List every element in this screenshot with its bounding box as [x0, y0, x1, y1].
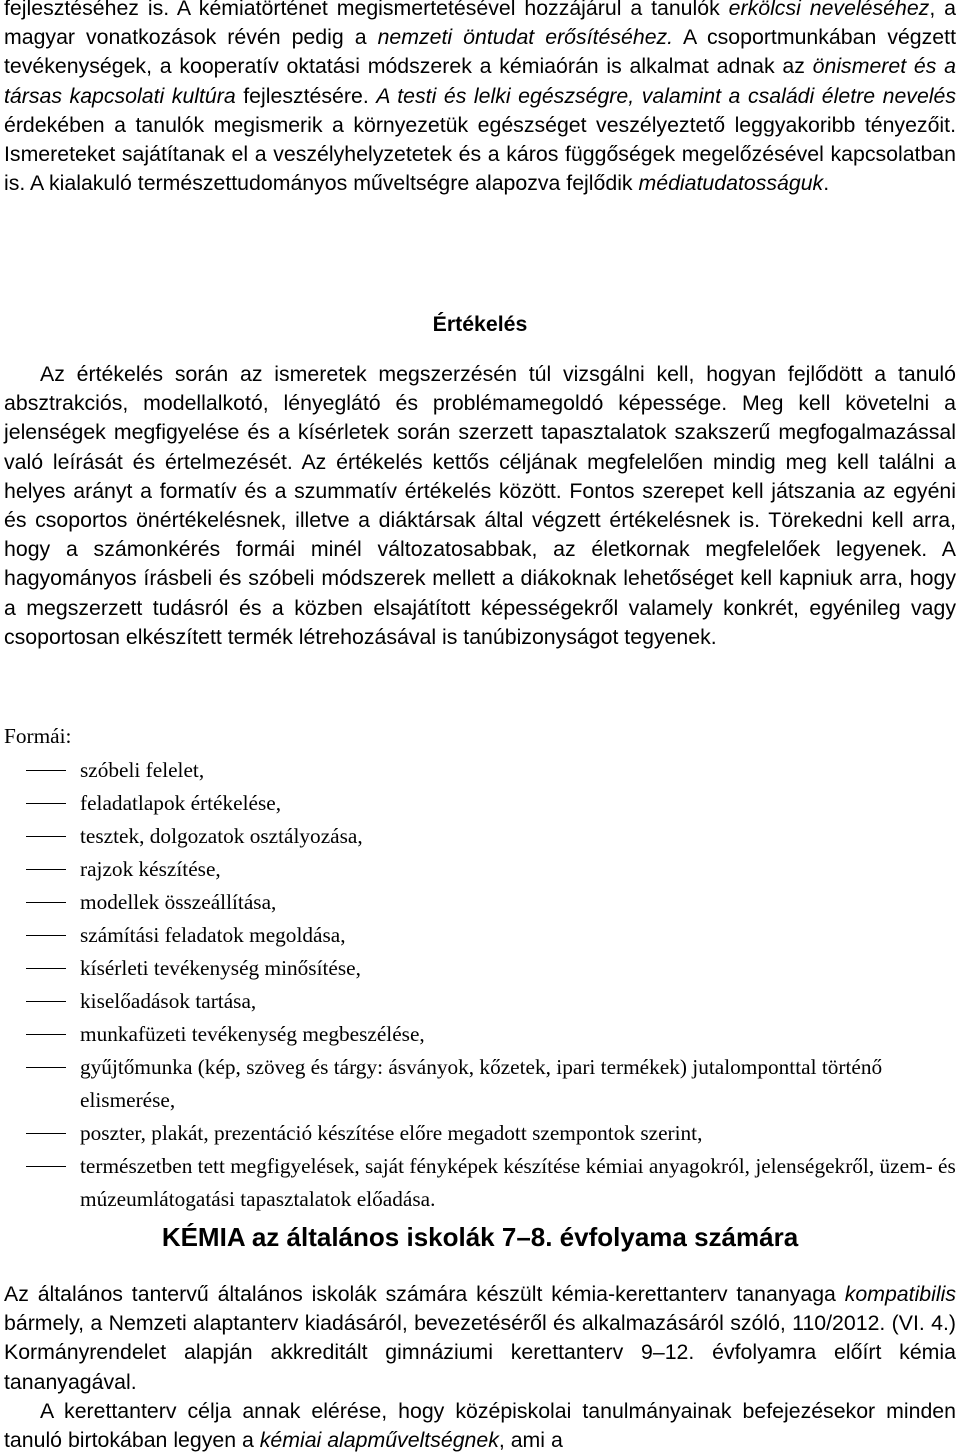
dash-bullet-icon	[26, 1067, 66, 1068]
intro-paragraph-run: A testi és lelki egészségre, valamint a családi életre nevelés	[376, 83, 957, 108]
list-item-text: tesztek, dolgozatok osztályozása,	[80, 824, 363, 848]
intro-paragraph-run: érdekében a tanulók megismerik a környezetük egészséget veszélyeztető leggyakoribb tényezőit. Ismereteket sajátítanak el a veszélyhelyzetetek és a káros függőségek megelőzésével kapcsolatban is. A kialakuló természettudományos műveltségre alapozva fejlődik	[4, 112, 956, 196]
section-heading: Értékelés	[432, 312, 528, 336]
intro-paragraph-run: nemzeti öntudat erősítéséhez.	[377, 25, 674, 50]
dash-bullet-icon	[26, 1001, 66, 1002]
dash-bullet-icon	[26, 770, 66, 771]
forms-label: Formái:	[4, 724, 72, 748]
list-item	[4, 919, 956, 952]
dash-bullet-icon	[26, 869, 66, 870]
list-item	[4, 952, 956, 985]
list-item	[4, 1051, 956, 1117]
list-item-text: szóbeli felelet,	[80, 758, 205, 782]
dash-bullet-icon	[26, 1166, 66, 1167]
chapter-paragraph-1-run: Az általános tantervű általános iskolák számára készült kémia-kerettanterv tananyaga	[4, 1282, 845, 1306]
intro-paragraph-run: A csoportmunkában végzett tevékenységek, a kooperatív oktatási módszerek a kémiaórán is alkalmat adnak az	[4, 25, 956, 79]
list-item	[4, 985, 956, 1018]
list-item	[4, 1117, 956, 1150]
dash-bullet-icon	[26, 1034, 66, 1035]
list-item-text: munkafüzeti tevékenység megbeszélése,	[80, 1022, 425, 1046]
chapter-paragraph-1-run: bármely, a Nemzeti alaptanterv kiadásáról, bevezetéséről és alkalmazásáról szóló, 110/2012. (VI. 4.) Kormányrendelet alapján akkreditált gimnáziumi kerettanterv 9–12. évfolyamra előírt kémia tananyagával.	[4, 1311, 956, 1394]
list-item-text: természetben tett megfigyelések, saját fényképek készítése kémiai anyagokról, jelenségekről, üzem- és múzeumlátogatási tapasztalatok előadása.	[80, 1154, 956, 1211]
intro-paragraph-run: médiatudatosságuk	[638, 171, 824, 196]
list-item-text: rajzok készítése,	[80, 857, 221, 881]
intro-paragraph-run: fejlesztésére.	[235, 83, 377, 108]
evaluation-text: Az értékelés során az ismeretek megszerzésén túl vizsgálni kell, hogyan fejlődött a tanuló absztrakciós, modellalkotó, lényeglátó és problémamegoldó képessége. Meg kell követelni a jelenségek megfigyelése és a kísérletek során szerzett tapasztalatok szakszerű megfogalmazással való leírását és értelmezését. Az értékelés kettős céljának megfelelően mindig meg kell találni a helyes arányt a formatív és a szummatív értékelés között. Fontos szerepet kell játszania az egyéni és csoportos önértékelésnek, illetve a diáktársak által végzett értékelésnek is. Törekedni kell arra, hogy a számonkérés formái minél változatosabbak, az életkornak megfelelőek legyenek. A hagyományos írásbeli és szóbeli módszerek mellett a diákoknak lehetőséget kell kapniuk arra, hogy a megszerzett tudásról és a közben elsajátított képességekről valamely konkrét, egyénileg vagy csoportosan elkészített termék létrehozásával is tanúbizonyságot tegyenek.	[4, 362, 956, 649]
list-item-text: modellek összeállítása,	[80, 890, 277, 914]
dash-bullet-icon	[26, 803, 66, 804]
evaluation-paragraph	[4, 360, 956, 652]
list-item-text: számítási feladatok megoldása,	[80, 923, 346, 947]
dash-bullet-icon	[26, 1133, 66, 1134]
list-item	[4, 820, 956, 853]
chapter-paragraph-1	[4, 1280, 956, 1397]
chapter-paragraph-1-run: kompatibilis	[844, 1282, 956, 1306]
forms-list	[4, 754, 956, 1216]
chapter-paragraph-2-run: , ami a	[498, 1428, 563, 1453]
intro-paragraph-run: önismeret és a társas kapcsolati kultúra	[4, 54, 956, 108]
list-item	[4, 787, 956, 820]
list-item	[4, 1018, 956, 1051]
intro-paragraph	[4, 0, 956, 198]
intro-paragraph-run: .	[823, 171, 830, 196]
chapter-paragraph-2	[4, 1397, 956, 1455]
chapter-paragraph-2-run: kémiai alapműveltségnek	[259, 1428, 499, 1453]
list-item	[4, 754, 956, 787]
list-item-text: gyűjtőmunka (kép, szöveg és tárgy: ásványok, kőzetek, ipari termékek) jutalomponttal történő elismerése,	[80, 1055, 883, 1112]
list-item	[4, 1150, 956, 1216]
list-item-text: feladatlapok értékelése,	[80, 791, 282, 815]
intro-paragraph-run: fejlesztéséhez is. A kémiatörténet megismertetésével hozzájárul a tanulók	[4, 0, 729, 20]
list-item-text: kísérleti tevékenység minősítése,	[80, 956, 361, 980]
chapter-title: KÉMIA az általános iskolák 7–8. évfolyama számára	[161, 1222, 799, 1252]
dash-bullet-icon	[26, 836, 66, 837]
list-item	[4, 886, 956, 919]
dash-bullet-icon	[26, 902, 66, 903]
chapter-paragraph-2-run: A kerettanterv célja annak elérése, hogy középiskolai tanulmányainak befejezésekor minden tanuló birtokában legyen a	[4, 1399, 956, 1453]
dash-bullet-icon	[26, 935, 66, 936]
intro-paragraph-run: erkölcsi neveléséhez	[728, 0, 930, 20]
intro-paragraph-run: , a magyar vonatkozások révén pedig a	[4, 0, 956, 50]
list-item-text: poszter, plakát, prezentáció készítése előre megadott szempontok szerint,	[80, 1121, 703, 1145]
list-item	[4, 853, 956, 886]
list-item-text: kiselőadások tartása,	[80, 989, 257, 1013]
dash-bullet-icon	[26, 968, 66, 969]
